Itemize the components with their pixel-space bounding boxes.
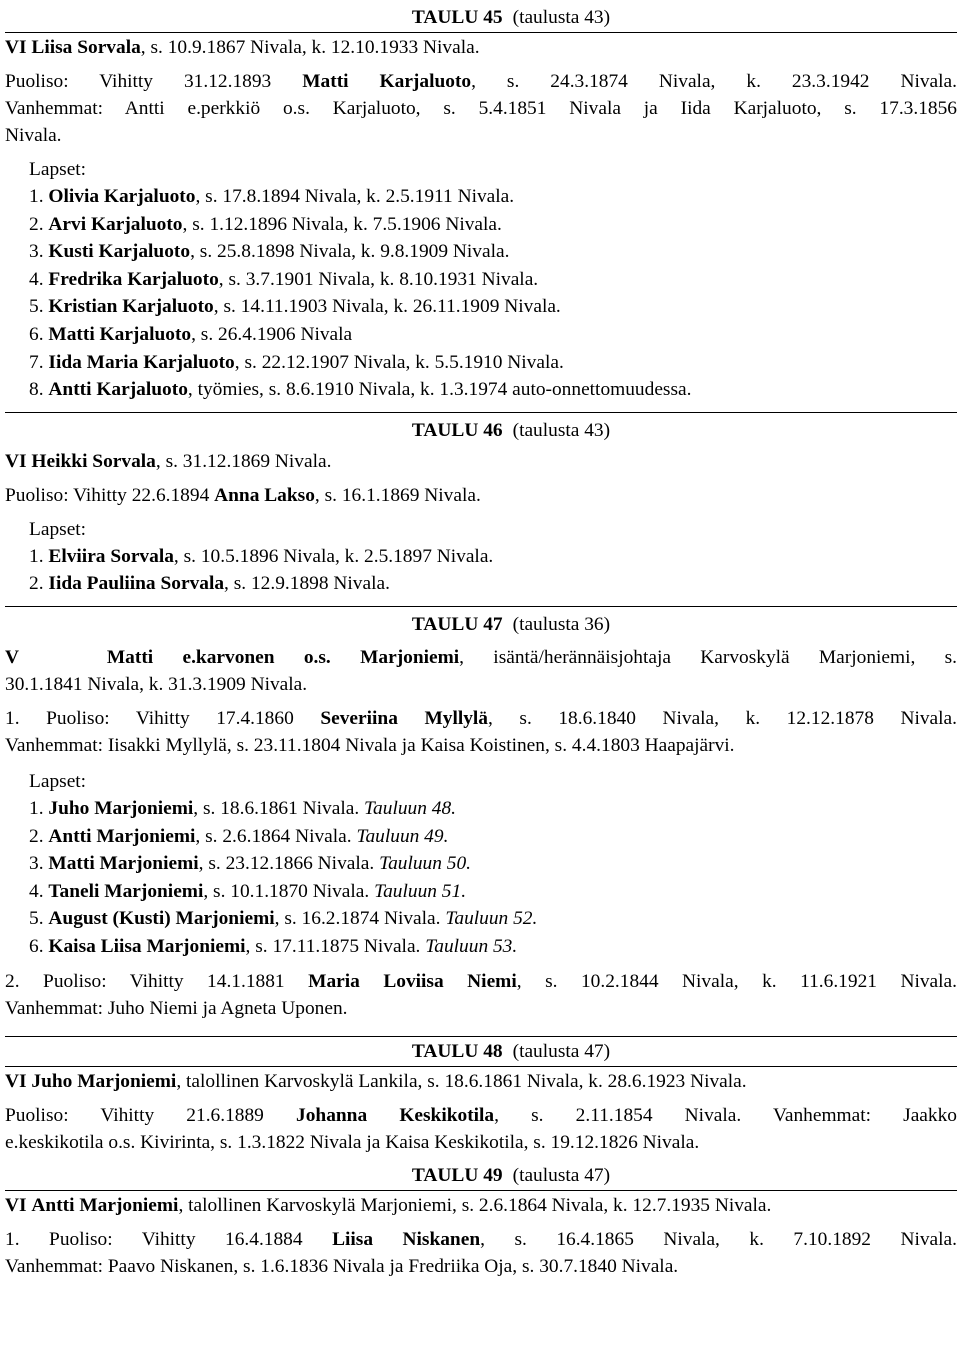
text-run: , s. 18.6.1840 Nivala, k. 12.12.1878 Nivala. (488, 707, 958, 729)
text-run: 1. (29, 797, 44, 819)
children-list (5, 183, 957, 404)
person-name: Liisa Sorvala (31, 37, 141, 58)
text-run: Olivia Karjaluoto (48, 186, 196, 207)
text-run: Iida Maria Karjaluoto (48, 351, 235, 373)
text-run: VI (5, 37, 27, 58)
person-line (5, 448, 957, 475)
text-run: (taulusta 47) (512, 1164, 611, 1186)
parents-line: Vanhemmat: Paavo Niskanen, s. 1.6.1836 Nivala ja Fredriika Oja, s. 30.7.1840 Nivala. (5, 1255, 679, 1277)
spouse-line (5, 1226, 957, 1253)
text-run: , s. 3.7.1901 Nivala, k. 8.10.1931 Nivala. (218, 268, 539, 290)
text-run: Antti Karjaluoto (48, 379, 188, 401)
person-line (5, 644, 957, 671)
taulu-49-heading (5, 1162, 957, 1190)
children-list (5, 795, 957, 961)
text-run: 3. (29, 241, 44, 263)
section-rule (5, 1036, 957, 1037)
taulu-48-heading (5, 1038, 957, 1066)
text-run: TAULU 47 (411, 613, 503, 635)
text-run: Tauluun 53. (425, 935, 518, 957)
text-run: VI (5, 1070, 27, 1092)
taulu-47-section (5, 606, 957, 1022)
list-item (5, 293, 957, 321)
text-run: Kaisa Liisa Marjoniemi (48, 935, 246, 957)
list-item (5, 795, 957, 823)
text-run: , s. 24.3.1874 Nivala, k. 23.3.1942 Nivala. (471, 71, 957, 92)
text-run: Fredrika Karjaluoto (48, 268, 219, 290)
text-run: Severiina Myllylä (320, 707, 489, 729)
list-item (5, 878, 957, 906)
text-run: 5. (29, 908, 44, 930)
section-rule (5, 412, 957, 413)
text-run: , s. 2.11.1854 Nivala. Vanhemmat: Jaakko (494, 1104, 958, 1126)
text-run: , isäntä/herännäisjohtaja Karvoskylä Marjoniemi, s. (459, 646, 958, 668)
text-run: 1. (29, 545, 44, 567)
text-run: Tauluun 48. (364, 797, 457, 819)
parents-line: Vanhemmat: Juho Niemi ja Agneta Uponen. (5, 997, 348, 1019)
text-run: 4. (29, 268, 44, 290)
person-line (5, 1192, 957, 1219)
text-run: 4. (29, 880, 44, 902)
list-item (5, 905, 957, 933)
spouse-line-cont: e.keskikotila o.s. Kivirinta, s. 1.3.1822 Nivala ja Kaisa Keskikotila, s. 19.12.1826 Nivala. (5, 1131, 700, 1153)
children-label: Lapset: (29, 159, 87, 180)
text-run: , s. 16.1.1869 Nivala. (314, 484, 481, 506)
text-run: 8. (29, 379, 44, 401)
taulu-49-section (5, 1162, 957, 1280)
text-run: Matti Karjaluoto (302, 71, 472, 92)
text-run: 2. (29, 573, 44, 595)
text-run: 6. (29, 323, 44, 345)
text-run: 1. Puoliso: Vihitty 17.4.1860 (5, 707, 294, 729)
taulu-46-heading (5, 417, 957, 445)
text-run: 7. (29, 351, 44, 373)
text-run: Kristian Karjaluoto (48, 296, 214, 318)
text-run: 5. (29, 296, 44, 318)
text-run: Tauluun 51. (374, 880, 467, 902)
text-run: , s. 10.9.1867 Nivala, k. 12.10.1933 Nivala. (140, 37, 480, 58)
taulu-47-heading (5, 611, 957, 639)
text-run: , s. 14.11.1903 Nivala, k. 26.11.1909 Nivala. (213, 296, 561, 318)
text-run: , s. 10.1.1870 Nivala. (203, 880, 370, 902)
children-list (5, 543, 957, 598)
text-run: , s. 16.2.1874 Nivala. (274, 908, 441, 930)
text-run: Maria Loviisa Niemi (308, 970, 517, 992)
spouse-line (5, 68, 957, 95)
text-run: 1. Puoliso: Vihitty 16.4.1884 (5, 1228, 303, 1250)
person-name: Juho Marjoniemi (31, 1070, 177, 1092)
text-run: VI (5, 1194, 27, 1216)
text-run: 1. (29, 186, 44, 207)
list-item (5, 376, 957, 404)
taulu-48-section (5, 1036, 957, 1156)
text-run: Kusti Karjaluoto (48, 241, 191, 263)
taulu-45-section (5, 4, 957, 404)
list-item (5, 933, 957, 961)
text-run: , s. 31.12.1869 Nivala. (155, 450, 332, 472)
text-run: Arvi Karjaluoto (48, 213, 183, 235)
text-run: Taneli Marjoniemi (48, 880, 204, 902)
text-run: TAULU 46 (411, 419, 503, 441)
text-run: , s. 12.9.1898 Nivala. (224, 573, 390, 595)
list-item (5, 211, 957, 239)
taulu-45-heading (5, 4, 957, 32)
document-page (5, 4, 957, 1280)
spouse-line (5, 968, 957, 995)
text-run: , s. 10.5.1896 Nivala, k. 2.5.1897 Nivala. (173, 545, 494, 567)
spouse-line (5, 705, 957, 732)
text-run: Tauluun 52. (445, 908, 538, 930)
text-run: Iida Pauliina Sorvala (48, 573, 225, 595)
person-name: Heikki Sorvala (31, 450, 156, 472)
person-name: Matti e.karvonen o.s. (106, 646, 331, 668)
text-run: VI (5, 450, 27, 472)
section-rule (5, 1066, 957, 1067)
list-item (5, 349, 957, 377)
text-run: V (5, 646, 20, 668)
list-item (5, 266, 957, 294)
list-item (5, 543, 957, 571)
text-run: 3. (29, 853, 44, 875)
text-run: August (Kusti) Marjoniemi (48, 908, 275, 930)
text-run: TAULU 45 (411, 7, 503, 28)
text-run: , s. 25.8.1898 Nivala, k. 9.8.1909 Nivala. (190, 241, 510, 263)
parents-line: Vanhemmat: Iisakki Myllylä, s. 23.11.1804 Nivala ja Kaisa Koistinen, s. 4.4.1803 Haapajärvi. (5, 734, 735, 756)
children-label: Lapset: (29, 770, 87, 792)
text-run: (taulusta 43) (512, 7, 611, 28)
person-line (5, 34, 957, 61)
text-run: TAULU 48 (411, 1040, 503, 1062)
text-run: Elviira Sorvala (48, 545, 174, 567)
text-run: , s. 1.12.1896 Nivala, k. 7.5.1906 Nivala. (182, 213, 502, 235)
parents-line: Vanhemmat: Antti e.perkkiö o.s. Karjaluoto, s. 5.4.1851 Nivala ja Iida Karjaluoto, s. 17.3.1856 (5, 98, 957, 119)
text-run: Tauluun 49. (356, 825, 449, 847)
spouse-line (5, 482, 957, 509)
spouse-line (5, 1102, 957, 1129)
text-run: Matti Karjaluoto (48, 323, 192, 345)
text-run: (taulusta 47) (512, 1040, 611, 1062)
taulu-46-section (5, 412, 957, 598)
list-item (5, 183, 957, 211)
text-run: , s. 2.6.1864 Nivala. (195, 825, 352, 847)
text-run: 6. (29, 935, 44, 957)
text-run: (taulusta 43) (512, 419, 611, 441)
text-run: 2. (29, 213, 44, 235)
text-run: , s. 16.4.1865 Nivala, k. 7.10.1892 Nivala. (480, 1228, 957, 1250)
children-label: Lapset: (29, 518, 87, 540)
text-run: Juho Marjoniemi (48, 797, 194, 819)
text-run: Marjoniemi (360, 646, 460, 668)
text-run: , s. 26.4.1906 Nivala (191, 323, 353, 345)
text-run: Matti Marjoniemi (48, 853, 199, 875)
text-run: , s. 17.8.1894 Nivala, k. 2.5.1911 Nivala. (195, 186, 515, 207)
list-item (5, 238, 957, 266)
text-run: , s. 22.12.1907 Nivala, k. 5.5.1910 Nivala. (234, 351, 564, 373)
section-rule (5, 606, 957, 607)
text-run: Puoliso: Vihitty 22.6.1894 (5, 484, 210, 506)
list-item (5, 570, 957, 598)
text-run: , s. 10.2.1844 Nivala, k. 11.6.1921 Nivala. (516, 970, 957, 992)
text-run: Liisa Niskanen (332, 1228, 481, 1250)
text-run: Johanna Keskikotila (296, 1104, 495, 1126)
parents-line-cont: Nivala. (5, 125, 62, 146)
list-item (5, 321, 957, 349)
text-run: Tauluun 50. (379, 853, 472, 875)
person-line (5, 1068, 957, 1095)
text-run: 2. (29, 825, 44, 847)
section-rule (5, 32, 957, 33)
text-run: , talollinen Karvoskylä Marjoniemi, s. 2.6.1864 Nivala, k. 12.7.1935 Nivala. (178, 1194, 772, 1216)
text-run: , s. 23.12.1866 Nivala. (198, 853, 375, 875)
text-run: , s. 17.11.1875 Nivala. (245, 935, 421, 957)
text-run: Anna Lakso (214, 484, 315, 506)
section-rule (5, 1190, 957, 1191)
person-name: Antti Marjoniemi (31, 1194, 179, 1216)
text-run: (taulusta 36) (512, 613, 611, 635)
text-run: Puoliso: Vihitty 31.12.1893 (5, 71, 272, 92)
list-item (5, 823, 957, 851)
text-run: 2. Puoliso: Vihitty 14.1.1881 (5, 970, 285, 992)
text-run: , talollinen Karvoskylä Lankila, s. 18.6.1861 Nivala, k. 28.6.1923 Nivala. (176, 1070, 747, 1092)
list-item (5, 850, 957, 878)
text-run: Antti Marjoniemi (48, 825, 196, 847)
text-run: TAULU 49 (411, 1164, 503, 1186)
text-run: , työmies, s. 8.6.1910 Nivala, k. 1.3.1974 auto-onnettomuudessa. (187, 379, 692, 401)
text-run: Puoliso: Vihitty 21.6.1889 (5, 1104, 264, 1126)
text-run: , s. 18.6.1861 Nivala. (193, 797, 360, 819)
person-line-cont: 30.1.1841 Nivala, k. 31.3.1909 Nivala. (5, 673, 308, 695)
